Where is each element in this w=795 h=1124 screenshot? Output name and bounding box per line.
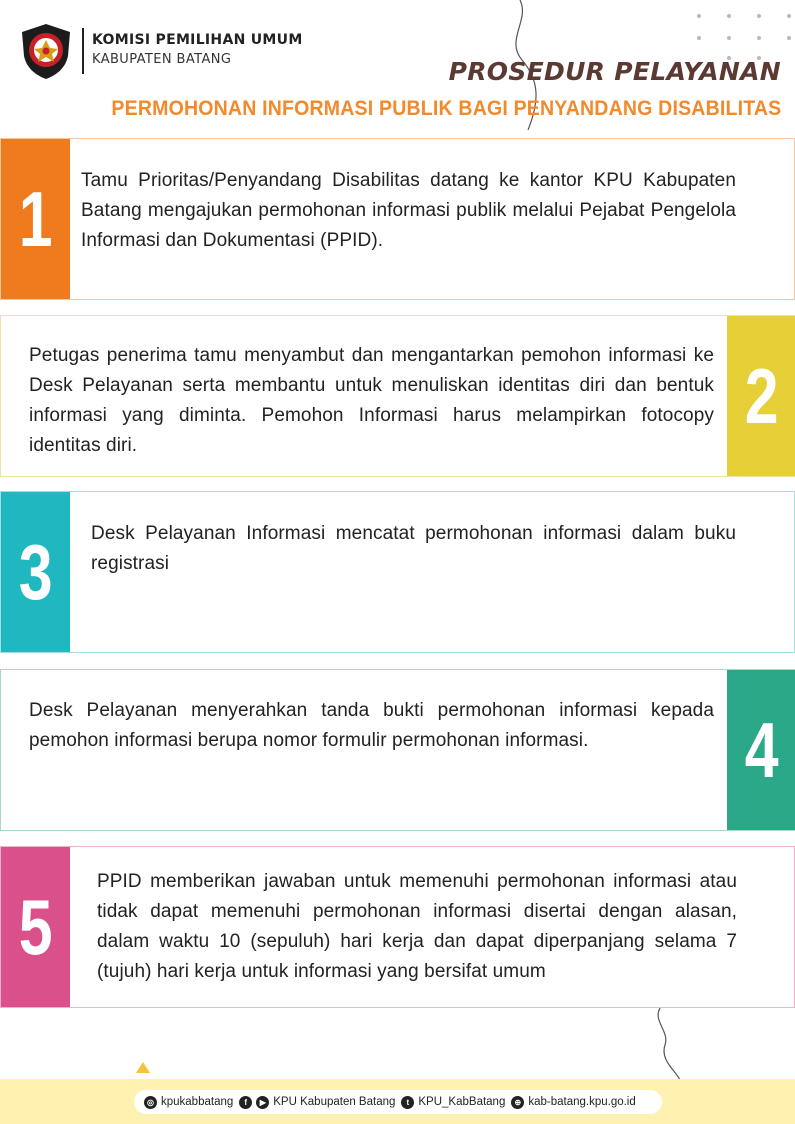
decorative-triangle [136, 1062, 150, 1073]
facebook-youtube-handle[interactable]: KPU Kabupaten Batang [273, 1096, 396, 1108]
instagram-icon[interactable]: ◎ [144, 1096, 157, 1109]
instagram-handle[interactable]: kpukabbatang [161, 1096, 234, 1108]
step-number-4: 4 [744, 706, 779, 794]
step-text-2: Petugas penerima tamu menyambut dan mengantarkan pemohon informasi ke Desk Pelayanan serta membantu untuk menuliskan identitas diri dan bentuk informasi yang diminta. Pemohon Informasi harus melampirkan fotocopy identitas diri. [29, 345, 714, 456]
footer-social-bar [134, 1090, 662, 1114]
kpu-logo [20, 22, 72, 80]
step-number-block-1 [1, 139, 70, 299]
organization-subtitle: KABUPATEN BATANG [92, 52, 232, 67]
twitter-handle[interactable]: KPU_KabBatang [418, 1096, 506, 1108]
step-number-block-4 [727, 670, 795, 830]
organization-name: KOMISI PEMILIHAN UMUM [92, 32, 303, 48]
step-text-3: Desk Pelayanan Informasi mencatat permohonan informasi dalam buku registrasi [91, 523, 736, 574]
step-text-1: Tamu Prioritas/Penyandang Disabilitas datang ke kantor KPU Kabupaten Batang mengajukan permohonan informasi publik melalui Pejabat Pengelola Informasi dan Dokumentasi (PPID). [81, 170, 736, 251]
step-card-4 [0, 669, 795, 831]
facebook-icon[interactable]: f [239, 1096, 252, 1109]
step-text-4: Desk Pelayanan menyerahkan tanda bukti permohonan informasi kepada pemohon informasi berupa nomor formulir permohonan informasi. [29, 700, 714, 751]
header-separator [82, 28, 84, 74]
page-subtitle: PERMOHONAN INFORMASI PUBLIK BAGI PENYANDANG DISABILITAS [111, 97, 781, 120]
twitter-icon[interactable]: t [401, 1096, 414, 1109]
decorative-curve-bottom [640, 1005, 700, 1080]
step-number-block-5 [1, 847, 70, 1007]
step-number-block-3 [1, 492, 70, 652]
website-link[interactable]: kab-batang.kpu.go.id [528, 1096, 636, 1108]
globe-icon[interactable]: ⊕ [511, 1096, 524, 1109]
step-number-2: 2 [744, 352, 779, 440]
page-title: PROSEDUR PELAYANAN [448, 57, 781, 86]
step-card-1 [0, 138, 795, 300]
step-card-3 [0, 491, 795, 653]
step-card-2 [0, 315, 795, 477]
step-text-5: PPID memberikan jawaban untuk memenuhi permohonan informasi atau tidak dapat memenuhi permohonan informasi disertai dengan alasan, dalam waktu 10 (sepuluh) hari kerja dan dapat diperpanjang selama 7 (tujuh) hari kerja untuk informasi yang bersifat umum [97, 871, 737, 982]
step-number-5: 5 [18, 883, 53, 971]
step-card-5 [0, 846, 795, 1008]
step-number-block-2 [727, 316, 795, 476]
youtube-icon[interactable]: ▶ [256, 1096, 269, 1109]
step-number-1: 1 [18, 175, 53, 263]
step-number-3: 3 [18, 528, 53, 616]
